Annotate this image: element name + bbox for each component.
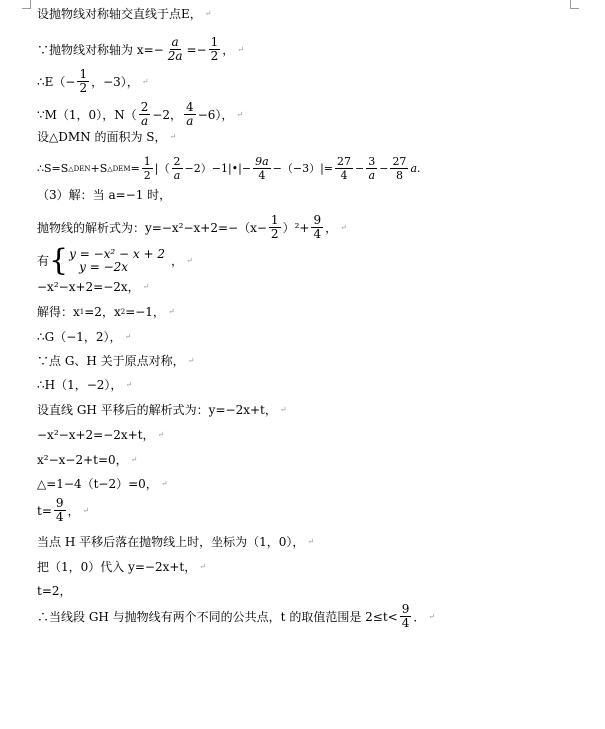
solution-line-2 (37, 36, 244, 63)
denominator: 2 (79, 81, 88, 95)
fraction (54, 497, 66, 524)
denominator: a (186, 114, 194, 128)
denominator: 4 (401, 616, 410, 630)
text: ）²+ (282, 220, 310, 235)
denominator: 4 (340, 169, 348, 182)
solution-line-10 (37, 280, 149, 294)
solution-line-23 (37, 603, 435, 630)
solution-line-19 (37, 497, 89, 524)
fraction (253, 155, 271, 182)
denominator: 2 (210, 49, 219, 63)
text: |（ (154, 161, 170, 175)
text: ， (325, 220, 338, 235)
text: x²−x−2+t=0， (37, 453, 128, 467)
text: − (379, 161, 389, 175)
text: ∴E（− (37, 74, 76, 89)
solution-line-17 (37, 453, 137, 467)
page-corner-mark-right (570, 0, 579, 9)
solution-line-22 (37, 584, 72, 598)
paragraph-mark-icon: ↵ (307, 537, 315, 546)
page-corner-mark-left (22, 0, 31, 9)
text: =− (186, 42, 207, 57)
fraction (311, 214, 323, 241)
numerator: 27 (337, 155, 351, 168)
text: +S (90, 161, 108, 175)
denominator: 2a (167, 49, 183, 63)
solution-line-12 (37, 330, 131, 344)
solution-line-6 (37, 155, 421, 182)
text: （3）解：当 a=−1 时， (37, 188, 172, 202)
solution-line-4 (37, 101, 243, 128)
solution-line-5 (37, 130, 176, 144)
numerator: 9 (401, 602, 410, 616)
fraction (400, 603, 412, 630)
text: −x²−x+2=−2x， (37, 280, 140, 294)
text: −x²−x+2=−2x+t， (37, 428, 155, 442)
equation-system (69, 248, 165, 274)
numerator: 1 (79, 67, 88, 81)
solution-line-15 (37, 403, 287, 417)
solution-line-13 (37, 354, 194, 368)
fraction (166, 36, 185, 63)
text: ∵点 G、H 关于原点对称， (37, 354, 185, 368)
numerator: 9 (313, 213, 322, 227)
text: ∴G（−1，2）， (37, 330, 122, 344)
text: 设△DMN 的面积为 S， (37, 130, 167, 144)
text: =2，x (84, 305, 121, 319)
fraction (390, 155, 408, 182)
numerator: 2 (140, 100, 149, 114)
paragraph-mark-icon: ↵ (130, 455, 138, 464)
paragraph-mark-icon: ↵ (204, 9, 212, 18)
text: ． (413, 609, 426, 624)
text: ， (67, 503, 80, 518)
text: −2， (152, 107, 183, 122)
numerator: 1 (270, 213, 279, 227)
denominator: a (368, 169, 375, 182)
numerator: 9a (255, 155, 269, 168)
numerator: 4 (186, 100, 194, 114)
numerator: 1 (210, 35, 219, 49)
text: 设抛物线对称轴交直线于点E， (37, 7, 202, 21)
solution-line-7 (37, 188, 171, 202)
solution-line-20 (37, 535, 314, 549)
paragraph-mark-icon: ↵ (236, 109, 244, 119)
left-brace-icon: { (49, 243, 69, 278)
denominator: 4 (313, 227, 322, 241)
text: ∴H（1，−2）， (37, 378, 123, 392)
subscript: 2 (120, 308, 126, 316)
denominator: 2 (270, 227, 279, 241)
numerator: a (171, 35, 179, 49)
text: t= (37, 503, 52, 518)
paragraph-mark-icon: ↵ (167, 307, 175, 316)
paragraph-mark-icon: ↵ (340, 222, 347, 232)
text: −（−3）|= (272, 161, 333, 175)
numerator: 3 (368, 155, 376, 168)
fraction (184, 101, 196, 128)
paragraph-mark-icon: ↵ (125, 380, 133, 389)
subscript: △DEN (68, 164, 91, 173)
paragraph-mark-icon: ↵ (124, 332, 132, 341)
solution-line-16 (37, 428, 164, 442)
solution-line-1 (37, 7, 211, 21)
paragraph-mark-icon: ↵ (141, 76, 149, 86)
text: ∵M（1，0），N（ (37, 107, 137, 122)
solution-line-3 (37, 68, 149, 95)
solution-line-14 (37, 378, 132, 392)
text: ， (170, 254, 183, 268)
fraction (366, 155, 377, 182)
text: =−1， (125, 305, 165, 319)
text: 当点 H 平移后落在抛物线上时，坐标为（1，0）， (37, 535, 305, 549)
subscript: △DEM (107, 164, 131, 173)
text: − (355, 161, 365, 175)
fraction (209, 36, 221, 63)
denominator: 4 (55, 510, 64, 524)
solution-line-9 (37, 243, 193, 278)
text: 抛物线的解析式为：y=−x²−x+2=−（x− (37, 220, 267, 235)
solution-line-18 (37, 477, 168, 491)
text: = (130, 161, 140, 175)
text: △=1−4（t−2）=0， (37, 477, 158, 491)
text: ∴S=S (37, 161, 69, 175)
equation: y = −x² − x + 2 (69, 247, 165, 261)
numerator: 2 (173, 155, 181, 168)
paragraph-mark-icon: ↵ (428, 611, 436, 621)
text: 有 (37, 254, 50, 268)
text: a. (410, 161, 421, 175)
text: t=2， (37, 584, 72, 598)
solution-line-8 (37, 214, 347, 241)
text: −2）−1|•|− (184, 161, 252, 175)
fraction (77, 68, 89, 95)
solution-line-11 (37, 305, 175, 319)
text: ∵抛物线对称轴为 x=− (37, 42, 164, 57)
fraction (139, 101, 151, 128)
text: 设直线 GH 平移后的解析式为：y=−2x+t， (37, 403, 277, 417)
paragraph-mark-icon: ↵ (279, 405, 287, 414)
equation: y = −2x (79, 260, 129, 274)
paragraph-mark-icon: ↵ (237, 44, 244, 54)
paragraph-mark-icon: ↵ (142, 282, 150, 291)
numerator: 1 (143, 155, 151, 168)
denominator: 4 (258, 169, 266, 182)
text: −6）， (197, 107, 234, 122)
fraction (335, 155, 353, 182)
denominator: 8 (395, 169, 403, 182)
text: 解得：x (37, 305, 80, 319)
denominator: a (173, 169, 181, 182)
paragraph-mark-icon: ↵ (82, 505, 90, 515)
text: 把（1，0）代入 y=−2x+t， (37, 560, 197, 574)
paragraph-mark-icon: ↵ (160, 479, 168, 488)
fraction (172, 155, 183, 182)
paragraph-mark-icon: ↵ (157, 430, 165, 439)
paragraph-mark-icon: ↵ (199, 562, 206, 571)
text: ， (222, 42, 235, 57)
paragraph-mark-icon: ↵ (187, 356, 195, 365)
numerator: 9 (55, 496, 64, 510)
text: ，−3）， (91, 74, 139, 89)
fraction (142, 155, 153, 182)
paragraph-mark-icon: ↵ (186, 256, 193, 265)
text: ∴当线段 GH 与抛物线有两个不同的公共点，t 的取值范围是 2≤t< (37, 609, 398, 624)
subscript: 1 (79, 308, 85, 316)
denominator: a (140, 114, 149, 128)
denominator: 2 (143, 169, 151, 182)
paragraph-mark-icon: ↵ (169, 132, 177, 141)
solution-line-21 (37, 560, 206, 574)
numerator: 27 (392, 155, 407, 168)
fraction (269, 214, 281, 241)
